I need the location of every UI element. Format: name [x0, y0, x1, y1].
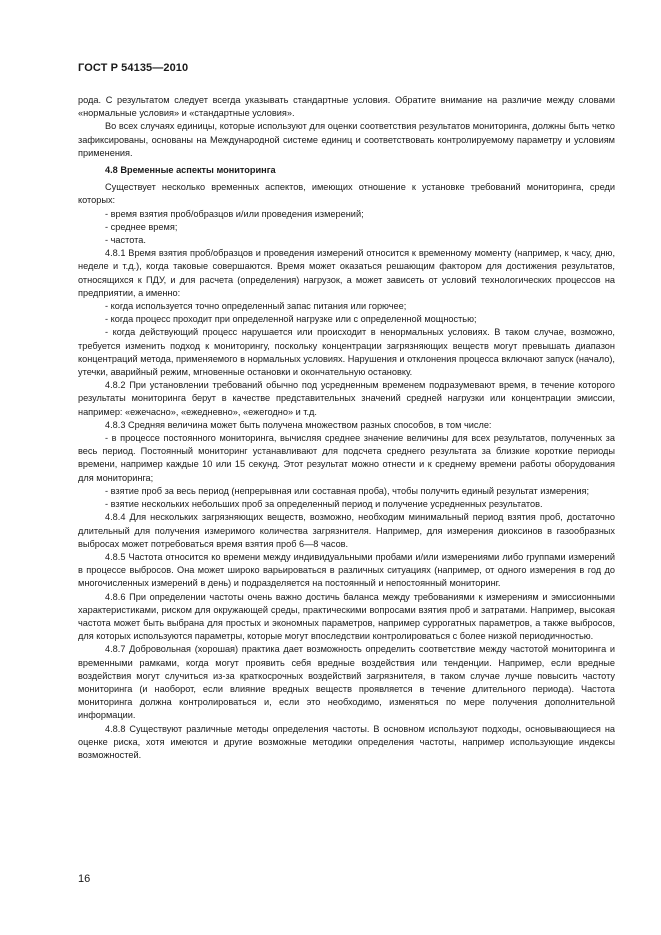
paragraph: Во всех случаях единицы, которые используют для оценки соответствия результатов мониторинга, должны быть четко зафиксированы, основаны на Международной системе единиц и соответствовать контролируемому параметру и условиям применения. [78, 121, 615, 158]
page-number: 16 [78, 873, 91, 885]
paragraph: 4.8.1 Время взятия проб/образцов и проведения измерений относится к временному моменту (например, к часу, дню, неделе и т.д.), когда таковые совершаются. Время может оказаться решающим фактором для достижения результатов, относящихся к ПДУ, и для расчета (определения) нагрузок, а может зависеть от условий технологических процессов на предприятии, а именно: [78, 248, 615, 298]
list-item: - взятие проб за весь период (непрерывная или составная проба), чтобы получить единый результат измерения; [105, 485, 590, 496]
paragraph: 4.8.4 Для нескольких загрязняющих веществ, возможно, необходим минимальный период взятия проб, достаточно длительный для получения измеримого количества загрязнителя. Например, для измерения диоксинов в газообразных выбросах может потребоваться время взятия проб 6—8 часов. [78, 512, 615, 549]
paragraph: 4.8.2 При установлении требований обычно под усредненным временем подразумевают время, в течение которого результаты мониторинга берут в качестве представительных значений средней нагрузки или концентрации эмиссии, например: «ежечасно», «ежедневно», «ежегодно» и т.д. [78, 380, 615, 417]
list-item: - в процессе постоянного мониторинга, вычисляя среднее значение величины для всех результатов, полученных за весь период. Постоянный мониторинг устанавливают для подсчета среднего результата за близкие короткие периоды времени, например каждые 10 или 15 секунд. Этот результат можно отнести и к среднему времени работы оборудования для мониторинга; [78, 433, 615, 483]
list-item: - когда действующий процесс нарушается или происходит в ненормальных условиях. В таком случае, возможно, требуется изменить подход к мониторингу, поскольку концентрации загрязняющих веществ могут превышать диапазон концентраций метода, применяемого в нормальных условиях. Нарушения и отклонения процесса включают запуск (начало), утечки, аварийный режим, мгновенные остановки и окончательную остановку. [78, 327, 615, 378]
paragraph: 4.8.5 Частота относится ко времени между индивидуальными пробами и/или измерениями либо группами измерений в процессе выбросов. Она может широко варьироваться в различных ситуациях (например, от одного измерения в год до многочисленных измерений в день) и подразделяется на постоянный и непостоянный мониторинг. [78, 551, 615, 589]
paragraph: Существует несколько временных аспектов, имеющих отношение к установке требований мониторинга, среди которых: [78, 182, 615, 206]
document-header: ГОСТ Р 54135—2010 [78, 62, 189, 74]
document-body [78, 94, 615, 762]
paragraph: 4.8.3 Средняя величина может быть получена множеством разных способов, в том числе: [105, 419, 492, 430]
list-item: - среднее время; [105, 221, 178, 232]
list-item: - частота. [105, 235, 146, 246]
list-item: - когда используется точно определенный запас питания или горючее; [105, 301, 407, 312]
list-item: - время взятия проб/образцов и/или проведения измерений; [105, 208, 364, 219]
list-item: - взятие нескольких небольших проб за определенный период и получение усредненных результатов. [105, 499, 543, 510]
list-item: - когда процесс проходит при определенной нагрузке или с определенной мощностью; [105, 314, 477, 325]
paragraph: 4.8.6 При определении частоты очень важно достичь баланса между требованиями к измерениям и эмиссионными характеристиками, риском для окружающей среды, практическими вопросами взятия проб и затратами. Например, высокая частота может быть выбрана для простых и экономных параметров, например суррогатных параметров, а также выбросов, для которых используются параметры, которые могут впоследствии контролироваться с более низкой периодичностью. [78, 591, 615, 642]
paragraph: 4.8.8 Существуют различные методы определения частоты. В основном используют подходы, основывающиеся на оценке риска, хотя имеются и другие возможные методики определения частоты, например использующие индексы возможностей. [78, 723, 615, 760]
paragraph: рода. С результатом следует всегда указывать стандартные условия. Обратите внимание на различие между словами «нормальные условия» и «стандартные условия». [78, 95, 615, 119]
section-heading: 4.8 Временные аспекты мониторинга [105, 165, 276, 176]
paragraph: 4.8.7 Добровольная (хорошая) практика дает возможность определить соответствие между частотой мониторинга и временными рамками, когда могут проявить себя вредные воздействия или тенденции. Например, если вредные воздействия могут случиться из-за краткосрочных воздействий загрязнителя, в таком случае лучше повысить частоту мониторинга (и наоборот, если влияние вредных веществ проявляется в течение длительного периода). Частота мониторинга должна контролироваться и, если это необходимо, изменяться по мере получения дополнительной информации. [78, 644, 615, 721]
